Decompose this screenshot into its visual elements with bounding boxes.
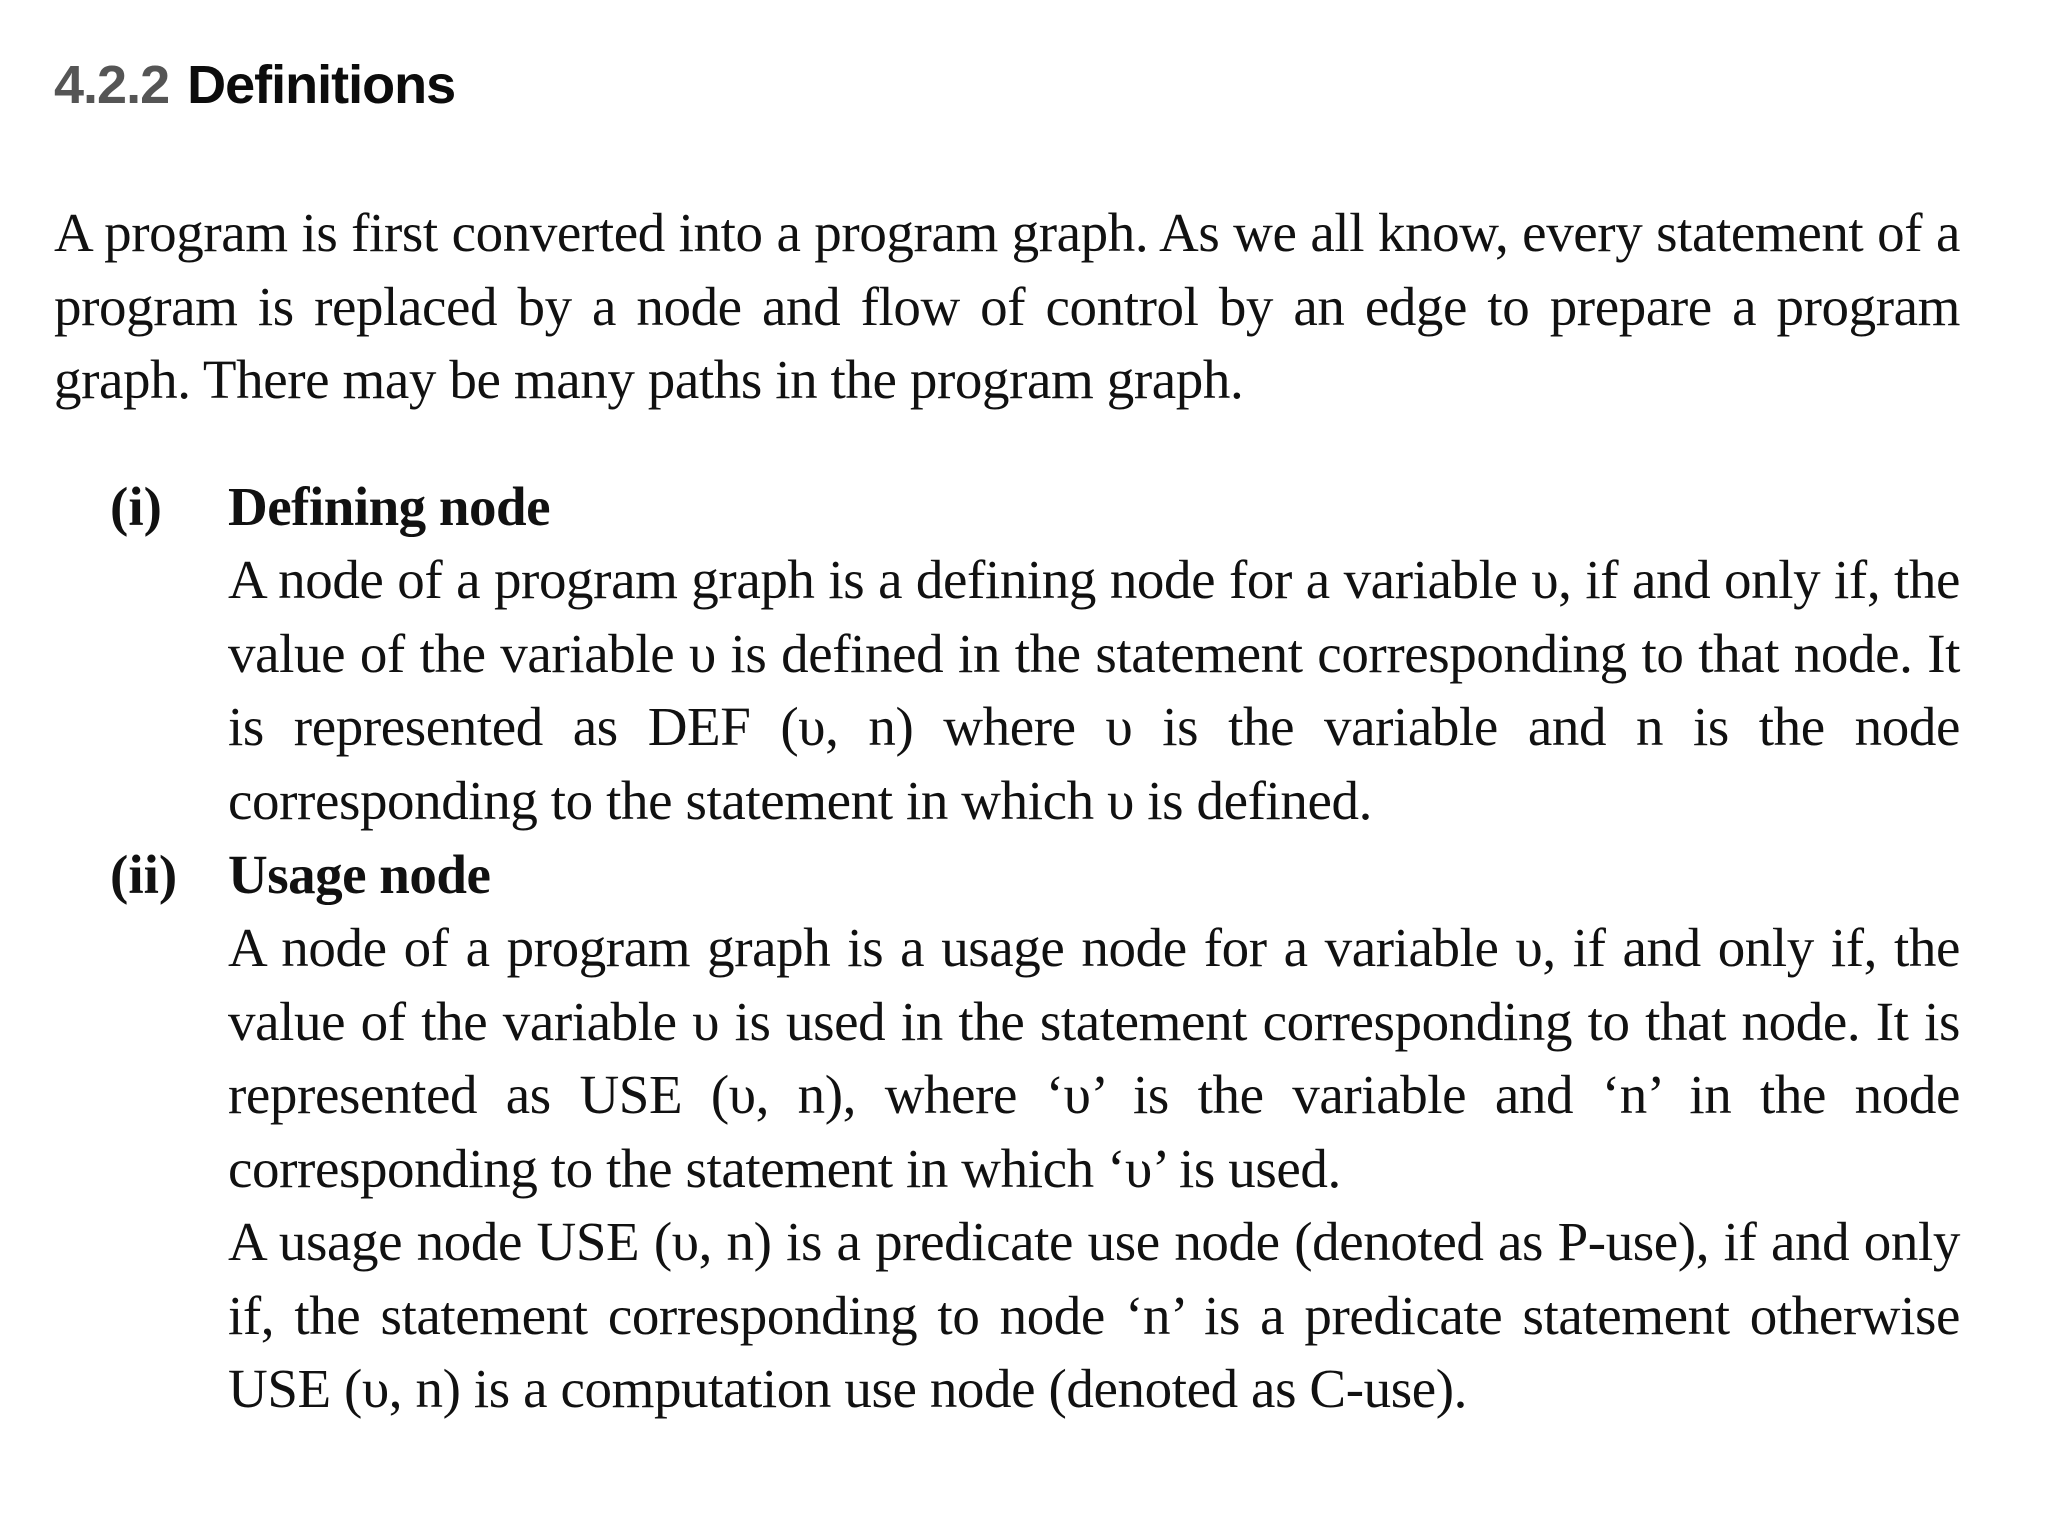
item-body-usage-node: A node of a program graph is a usage node for a variable υ, if and only if, the value of the variable υ is used in the statement corresponding to that node. It is represented as USE (υ, n), where ‘υ’ is the variable and ‘n’ in the node corresponding to the statement in which ‘υ’ is used.: [228, 917, 1960, 1199]
section-title: Definitions: [187, 55, 456, 115]
section-heading: [54, 50, 455, 120]
item-body-defining-node: A node of a program graph is a defining node for a variable υ, if and only if, the value of the variable υ is defined in the statement corresponding to that node. It is represented as DEF (υ, n) where υ is the variable and n is the node corresponding to the statement in which υ is defined.: [228, 549, 1960, 831]
item-title-defining-node: Defining node: [228, 476, 551, 537]
item-label-i: (i): [110, 476, 162, 537]
item-body-usage-node-predicate: A usage node USE (υ, n) is a predicate use node (denoted as P-use), if and only if, the statement corresponding to node ‘n’ is a predicate statement otherwise USE (υ, n) is a computation use node (denoted as C-use).: [228, 1211, 1960, 1419]
item-label-ii: (ii): [110, 844, 178, 905]
intro-paragraph: A program is first converted into a program graph. As we all know, every statement of a program is replaced by a node and flow of control by an edge to prepare a program graph. There may be many paths in the program graph.: [54, 202, 1960, 410]
section-number: 4.2.2: [54, 55, 170, 115]
item-title-usage-node: Usage node: [228, 844, 491, 905]
